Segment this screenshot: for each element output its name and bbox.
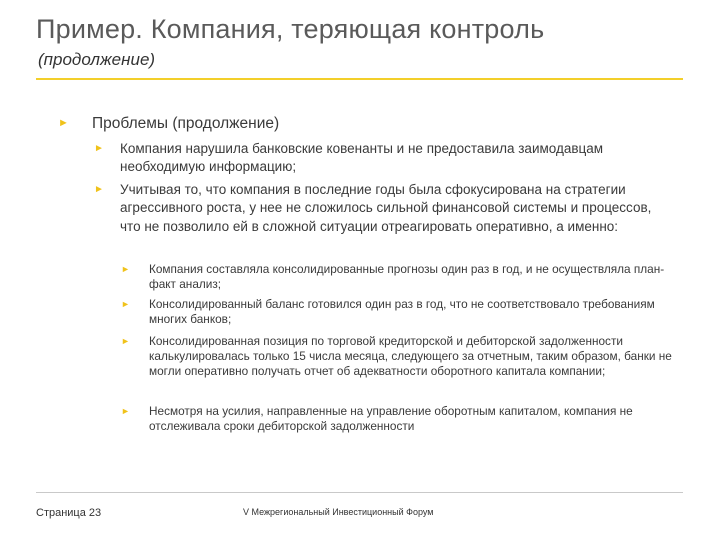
bullet-arrow-icon: ► [58, 117, 69, 129]
event-name: V Межрегиональный Инвестиционный Форум [243, 507, 434, 517]
bullet-arrow-icon: ► [121, 264, 130, 274]
bullet-item [94, 140, 674, 177]
bullet-arrow-icon: ► [94, 184, 104, 195]
page-number: Страница 23 [36, 507, 102, 519]
bullet-arrow-icon: ► [121, 336, 130, 346]
bullet-item [94, 181, 674, 236]
sub-bullet-item [121, 262, 681, 292]
sub-bullet-item [121, 297, 681, 327]
footer-divider [36, 492, 683, 493]
page-title: Пример. Компания, теряющая контроль [36, 14, 545, 44]
bullet-arrow-icon: ► [121, 299, 130, 309]
page-subtitle: (продолжение) [38, 50, 156, 69]
sub-bullet-text: Компания составляла консолидированные прогнозы один раз в год, и не осуществляла план-факт анализ; [149, 262, 665, 292]
bullet-arrow-icon: ► [94, 143, 104, 154]
bullet-arrow-icon: ► [121, 406, 130, 416]
sub-bullet-text: Несмотря на усилия, направленные на управление оборотным капиталом, компания не отслеживала сроки дебиторской задолженности [149, 404, 633, 434]
heading-text: Проблемы (продолжение) [92, 115, 280, 132]
sub-bullet-text: Консолидированная позиция по торговой кредиторской и дебиторской задолженности калькулировалась только 15 числа месяца, следующего за отчетным, таким образом, банки не могли оперативно получать отчет об адекватности оборотного капитала компании; [149, 334, 672, 379]
sub-bullet-item [121, 404, 681, 434]
sub-bullet-item [121, 334, 681, 380]
bullet-text: Учитывая то, что компания в последние годы была сфокусирована на стратегии агрессивного роста, у нее не сложилось сильной финансовой системы и процессов, что не позволило ей в сложной ситуации отреагировать оперативно, а именно: [120, 182, 652, 234]
sub-bullet-text: Консолидированный баланс готовился один раз в год, что не соответствовало требованиям многих банков; [149, 297, 655, 327]
bullet-text: Компания нарушила банковские ковенанты и не предоставила заимодавцам необходимую информацию; [120, 141, 604, 175]
title-divider [36, 78, 683, 80]
